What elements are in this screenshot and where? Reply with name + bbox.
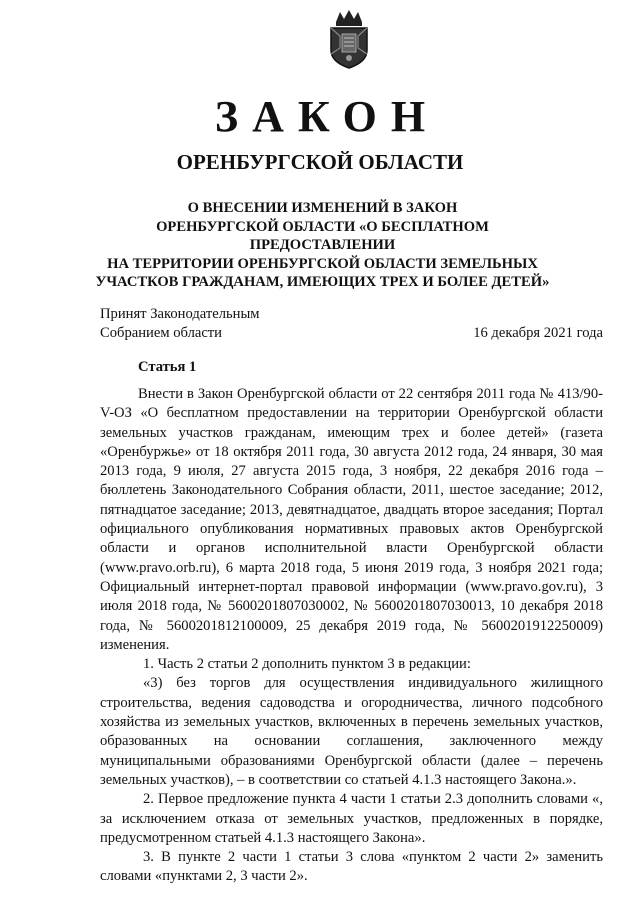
paragraph-item-2: 2. Первое предложение пункта 4 части 1 статьи 2.3 дополнить словами «, за исключением отказа от земельных участков, предложенных в порядке, предусмотренном статьей 4.1.3 настоящего Закона». xyxy=(100,791,603,846)
paragraph-item-3: 3. В пункте 2 части 1 статьи 3 слова «пунктом 2 части 2» заменить словами «пунктами 2, 3 части 2». xyxy=(100,849,603,885)
paragraph-intro: Внести в Закон Оренбургской области от 22 сентября 2011 года № 413/90-V-ОЗ «О бесплатном предоставлении на территории Оренбургской области земельных участков гражданам, имеющим трех и более детей» (газета «Оренбуржье» от 18 октября 2011 года, 30 августа 2012 года, 24 января, 30 мая 2013 года, 9 июля, 27 августа 2015 года, 3 ноября, 22 декабря 2016 года – бюллетень Законодательного Собрания области, 2011, шестое заседание; 2012, пятнадцатое заседание; 2013, девятнадцатое, двадцать второе заседания; Портал официального опубликования нормативных правовых актов Оренбургской области и органов исполнительной власти Оренбургской области (www.pravo.orb.ru), 6 марта 2018 года, 5 июня 2019 года, 3 ноября 2021 года; Официальный интернет-портал правовой информации (www.pravo.gov.ru), 3 июля 2018 года, № 5600201807030002, № 5600201807030013, 10 декабря 2018 года, № 5600201812100009, 25 декабря 2019 года, № 5600201912250009) изменения. xyxy=(100,386,603,653)
coat-of-arms-emblem xyxy=(326,8,372,70)
adoption-line: Принят Законодательным xyxy=(100,306,260,322)
paragraph-item-1: 1. Часть 2 статьи 2 дополнить пунктом 3 в редакции: xyxy=(143,656,471,673)
document-subtitle: ОРЕНБУРГСКОЙ ОБЛАСТИ xyxy=(176,150,464,174)
article-body xyxy=(100,385,603,887)
adoption-date: 16 декабря 2021 года xyxy=(473,325,603,341)
law-name-line: НА ТЕРРИТОРИИ ОРЕНБУРГСКОЙ ОБЛАСТИ ЗЕМЕЛЬНЫХ xyxy=(107,255,538,272)
article-heading: Статья 1 xyxy=(138,359,197,375)
law-name xyxy=(90,199,555,292)
adoption-info xyxy=(100,305,259,343)
law-name-line: ОРЕНБУРГСКОЙ ОБЛАСТИ «О БЕСПЛАТНОМ ПРЕДОСТАВЛЕНИИ xyxy=(156,218,489,253)
document-title: ЗАКОН xyxy=(214,92,440,141)
adoption-line: Собранием области xyxy=(100,325,222,341)
law-name-line: О ВНЕСЕНИИ ИЗМЕНЕНИЙ В ЗАКОН xyxy=(187,200,458,216)
paragraph-item-1-quote: «3) без торгов для осуществления индивидуального жилищного строительства, ведения садоводства и огородничества, личного подсобного хозяйства из земельных участков, включенных в перечень земельных участков, образованных на основании соглашения, заключенного между муниципальными образованиями Оренбургской области (далее – перечень земельных участков), – в соответствии со статьей 4.1.3 настоящего Закона.». xyxy=(100,675,603,788)
law-name-line: УЧАСТКОВ ГРАЖДАНАМ, ИМЕЮЩИХ ТРЕХ И БОЛЕЕ ДЕТЕЙ» xyxy=(95,274,550,290)
